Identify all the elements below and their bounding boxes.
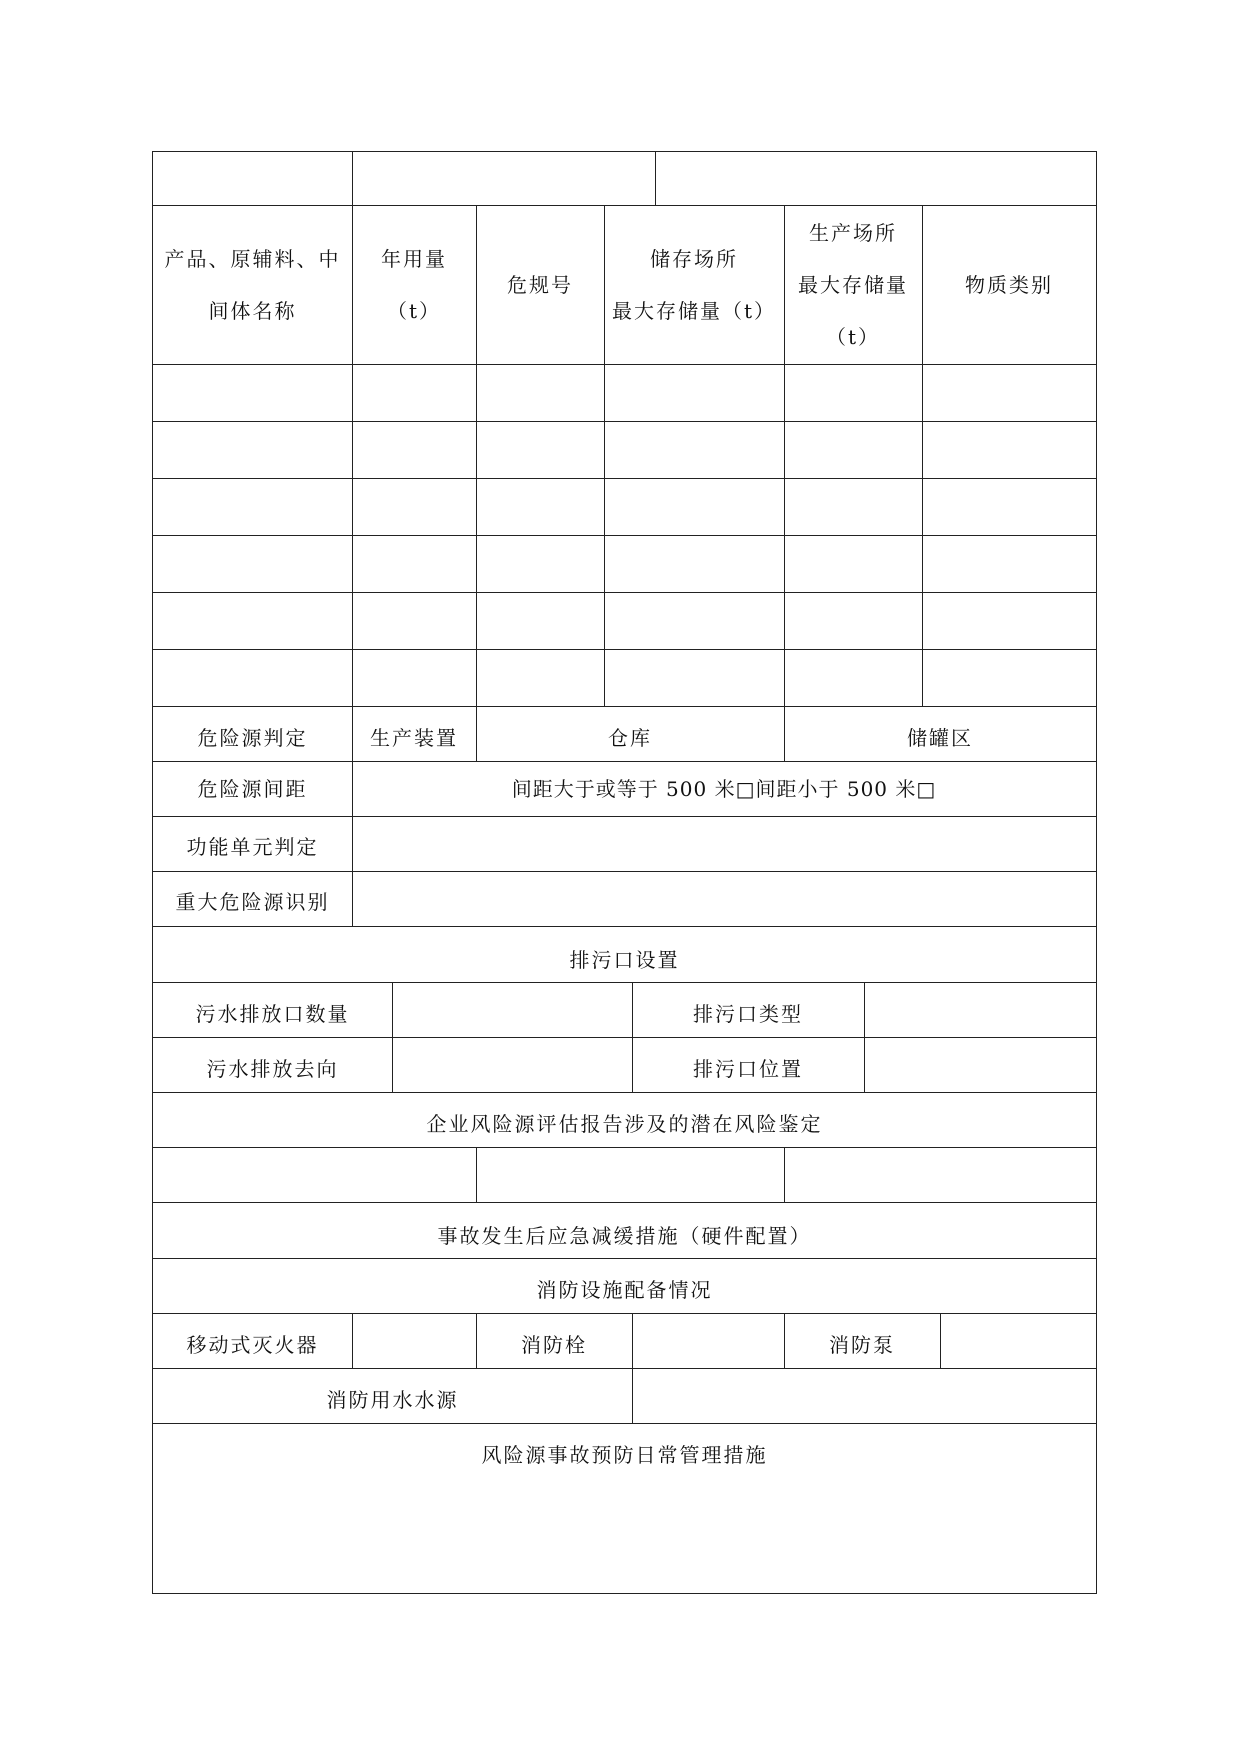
header-material-name: 产品、原辅料、中 间体名称 [164,246,341,323]
fire-pump-label: 消防泵 [829,1332,895,1357]
warehouse-label: 仓库 [608,725,652,750]
header-annual-usage: 年用量 （t） [381,246,447,323]
discharge-direction-label: 污水排放去向 [206,1056,339,1081]
fire-facilities-title: 消防设施配备情况 [536,1277,713,1302]
functional-unit-label: 功能单元判定 [186,834,319,859]
major-hazard-label: 重大危险源识别 [175,889,330,914]
production-unit-label: 生产装置 [370,725,458,750]
functional-unit-field[interactable] [352,816,1096,871]
daily-management-title: 风险源事故预防日常管理措施 [481,1443,768,1467]
outlet-count-field[interactable] [392,982,632,1037]
header-hazard-code: 危规号 [507,272,573,297]
discharge-direction-field[interactable] [392,1037,632,1092]
hazard-distance-options[interactable]: 间距大于或等于 500 米□间距小于 500 米□ [511,776,937,801]
fire-extinguisher-label: 移动式灭火器 [186,1332,319,1357]
header-storage-max: 储存场所 最大存储量（t） [611,246,777,323]
risk-assessment-title: 企业风险源评估报告涉及的潜在风险鉴定 [426,1111,823,1136]
hazard-distance-label: 危险源间距 [197,776,308,801]
outlet-section-title: 排污口设置 [569,948,680,972]
hazard-source-form [152,151,1097,1594]
fire-water-source-label: 消防用水水源 [326,1387,459,1412]
outlet-count-label: 污水排放口数量 [195,1001,350,1026]
outlet-position-field[interactable] [864,1037,1096,1092]
emergency-measures-title: 事故发生后应急减缓措施（硬件配置） [437,1224,812,1248]
header-production-max: 生产场所 最大存储量 （t） [798,220,908,349]
header-substance-category: 物质类别 [965,272,1053,297]
tank-area-label: 储罐区 [907,725,973,750]
fire-hydrant-label: 消防栓 [521,1332,587,1357]
outlet-position-label: 排污口位置 [693,1056,803,1081]
outlet-type-field[interactable] [864,982,1096,1037]
major-hazard-field[interactable] [352,871,1096,926]
hazard-judgement-label: 危险源判定 [197,725,308,750]
outlet-type-label: 排污口类型 [693,1001,803,1026]
